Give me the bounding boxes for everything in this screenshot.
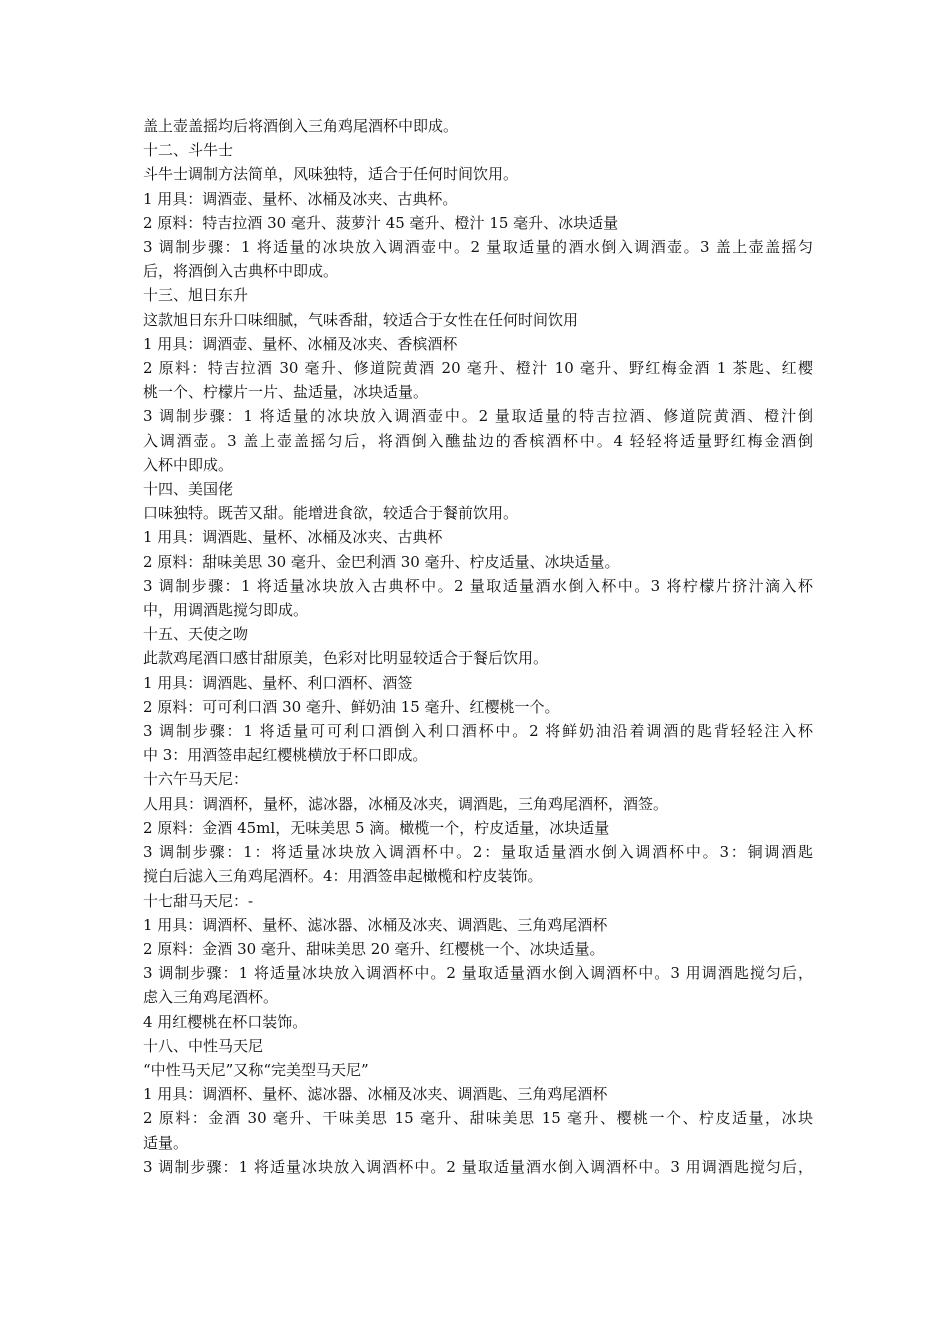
- section-heading: 十七甜马天尼：-: [143, 891, 254, 910]
- text-line: 这款旭日东升口味细腻，气味香甜，较适合于女性在任何时间饮用: [143, 310, 579, 329]
- text-line: 适量。: [143, 1133, 189, 1152]
- text-line: 搅白后滤入三角鸡尾酒杯。4：用酒签串起橄榄和柠皮装饰。: [143, 867, 543, 886]
- text-line: 1 用具：调酒壶、量杯、冰桶及冰夹、香槟酒杯: [143, 334, 458, 353]
- text-line: 3 调制步骤：1 将适量可可利口酒倒入利口酒杯中。2 将鲜奶油沿着调酒的匙背轻轻注入杯: [143, 722, 813, 741]
- text-line: 桃一个、柠檬片一片、盐适量，冰块适量。: [143, 383, 429, 402]
- text-line: 2 原料：甜味美思 30 毫升、金巴利酒 30 毫升、柠皮适量、冰块适量。: [143, 552, 620, 571]
- text-line: 1 用具：调酒杯、量杯、滤冰器、冰桶及冰夹、调酒匙、三角鸡尾酒杯: [143, 1085, 608, 1104]
- text-line: 1 用具：调酒匙、量杯、冰桶及冰夹、古典杯: [143, 528, 443, 547]
- section-heading: 十八、中性马天尼: [143, 1036, 264, 1055]
- text-line: 2 原料：特吉拉酒 30 毫升、修道院黄酒 20 毫升、橙汁 10 毫升、野红梅金酒 1 茶匙、红樱: [143, 359, 813, 378]
- text-line: 3 调制步骤：1：将适量冰块放入调酒杯中。2：量取适量酒水倒入调酒杯中。3：铜调酒匙: [143, 843, 813, 862]
- text-line: 1 用具：调酒杯、量杯、滤冰器、冰桶及冰夹、调酒匙、三角鸡尾酒杯: [143, 915, 608, 934]
- section-heading: 十五、天使之吻: [143, 625, 249, 644]
- text-line: 盖上壶盖摇均后将酒倒入三角鸡尾酒杯中即成。: [143, 117, 459, 135]
- section-heading: 十三、旭日东升: [143, 286, 249, 305]
- text-line: 2 原料：金酒 45ml，无味美思 5 滴。橄榄一个，柠皮适量，冰块适量: [143, 818, 610, 837]
- section-heading: 十六午马天尼：: [143, 770, 249, 789]
- text-line: 虑入三角鸡尾酒杯。: [143, 988, 279, 1007]
- text-line: 中，用调酒匙搅匀即成。: [143, 601, 309, 620]
- document-body: [143, 114, 813, 1179]
- text-line: 后，将酒倒入古典杯中即成。: [143, 262, 339, 281]
- text-line: 3 调制步骤：1 将适量的冰块放入调酒壶中。2 量取适量的特吉拉酒、修道院黄酒、橙汁倒: [143, 407, 813, 426]
- text-line: 3 调制步骤：1 将适量的冰块放入调酒壶中。2 量取适量的酒水倒入调酒壶。3 盖上壶盖摇匀: [143, 238, 813, 257]
- text-line: 中 3：用酒签串起红樱桃横放于杯口即成。: [143, 746, 428, 765]
- section-heading: 十二、斗牛士: [143, 141, 234, 160]
- text-line: 2 原料：金酒 30 毫升、甜味美思 20 毫升、红樱桃一个、冰块适量。: [143, 939, 605, 958]
- text-line: 2 原料：可可利口酒 30 毫升、鲜奶油 15 毫升、红樱桃一个。: [143, 697, 560, 716]
- text-line: 此款鸡尾酒口感甘甜原美，色彩对比明显较适合于餐后饮用。: [143, 649, 549, 668]
- text-line: 3 调制步骤：1 将适量冰块放入调酒杯中。2 量取适量酒水倒入调酒杯中。3 用调酒匙搅匀后，: [143, 964, 813, 983]
- text-line: 2 原料：特吉拉酒 30 毫升、菠萝汁 45 毫升、橙汁 15 毫升、冰块适量: [143, 213, 619, 232]
- text-line: 3 调制步骤：1 将适量冰块放入古典杯中。2 量取适量酒水倒入杯中。3 将柠檬片挤汁滴入杯: [143, 576, 813, 595]
- text-line: 入调酒壶。3 盖上壶盖摇匀后，将酒倒入醮盐边的香槟酒杯中。4 轻轻将适量野红梅金酒倒: [143, 431, 813, 450]
- text-line: 3 调制步骤：1 将适量冰块放入调酒杯中。2 量取适量酒水倒入调酒杯中。3 用调酒匙搅匀后，: [143, 1157, 813, 1176]
- text-line: 4 用红樱桃在杯口装饰。: [143, 1012, 308, 1031]
- text-line: 人用具：调酒杯，量杯，滤冰器，冰桶及冰夹，调酒匙，三角鸡尾酒杯，酒签。: [143, 794, 669, 813]
- text-line: 1 用具：调酒匙、量杯、利口酒杯、酒签: [143, 673, 413, 692]
- text-line: “中性马天尼”又称“完美型马天尼”: [143, 1060, 369, 1079]
- text-line: 2 原料：金酒 30 毫升、干味美思 15 毫升、甜味美思 15 毫升、樱桃一个、柠皮适量，冰块: [143, 1109, 813, 1128]
- text-line: 斗牛士调制方法简单，风味独特，适合于任何时间饮用。: [143, 165, 519, 184]
- text-line: 入杯中即成。: [143, 455, 234, 474]
- section-heading: 十四、美国佬: [143, 480, 234, 499]
- text-line: 口味独特。既苦又甜。能增进食欲，较适合于餐前饮用。: [143, 504, 519, 523]
- text-line: 1 用具：调酒壶、量杯、冰桶及冰夹、古典杯。: [143, 189, 458, 208]
